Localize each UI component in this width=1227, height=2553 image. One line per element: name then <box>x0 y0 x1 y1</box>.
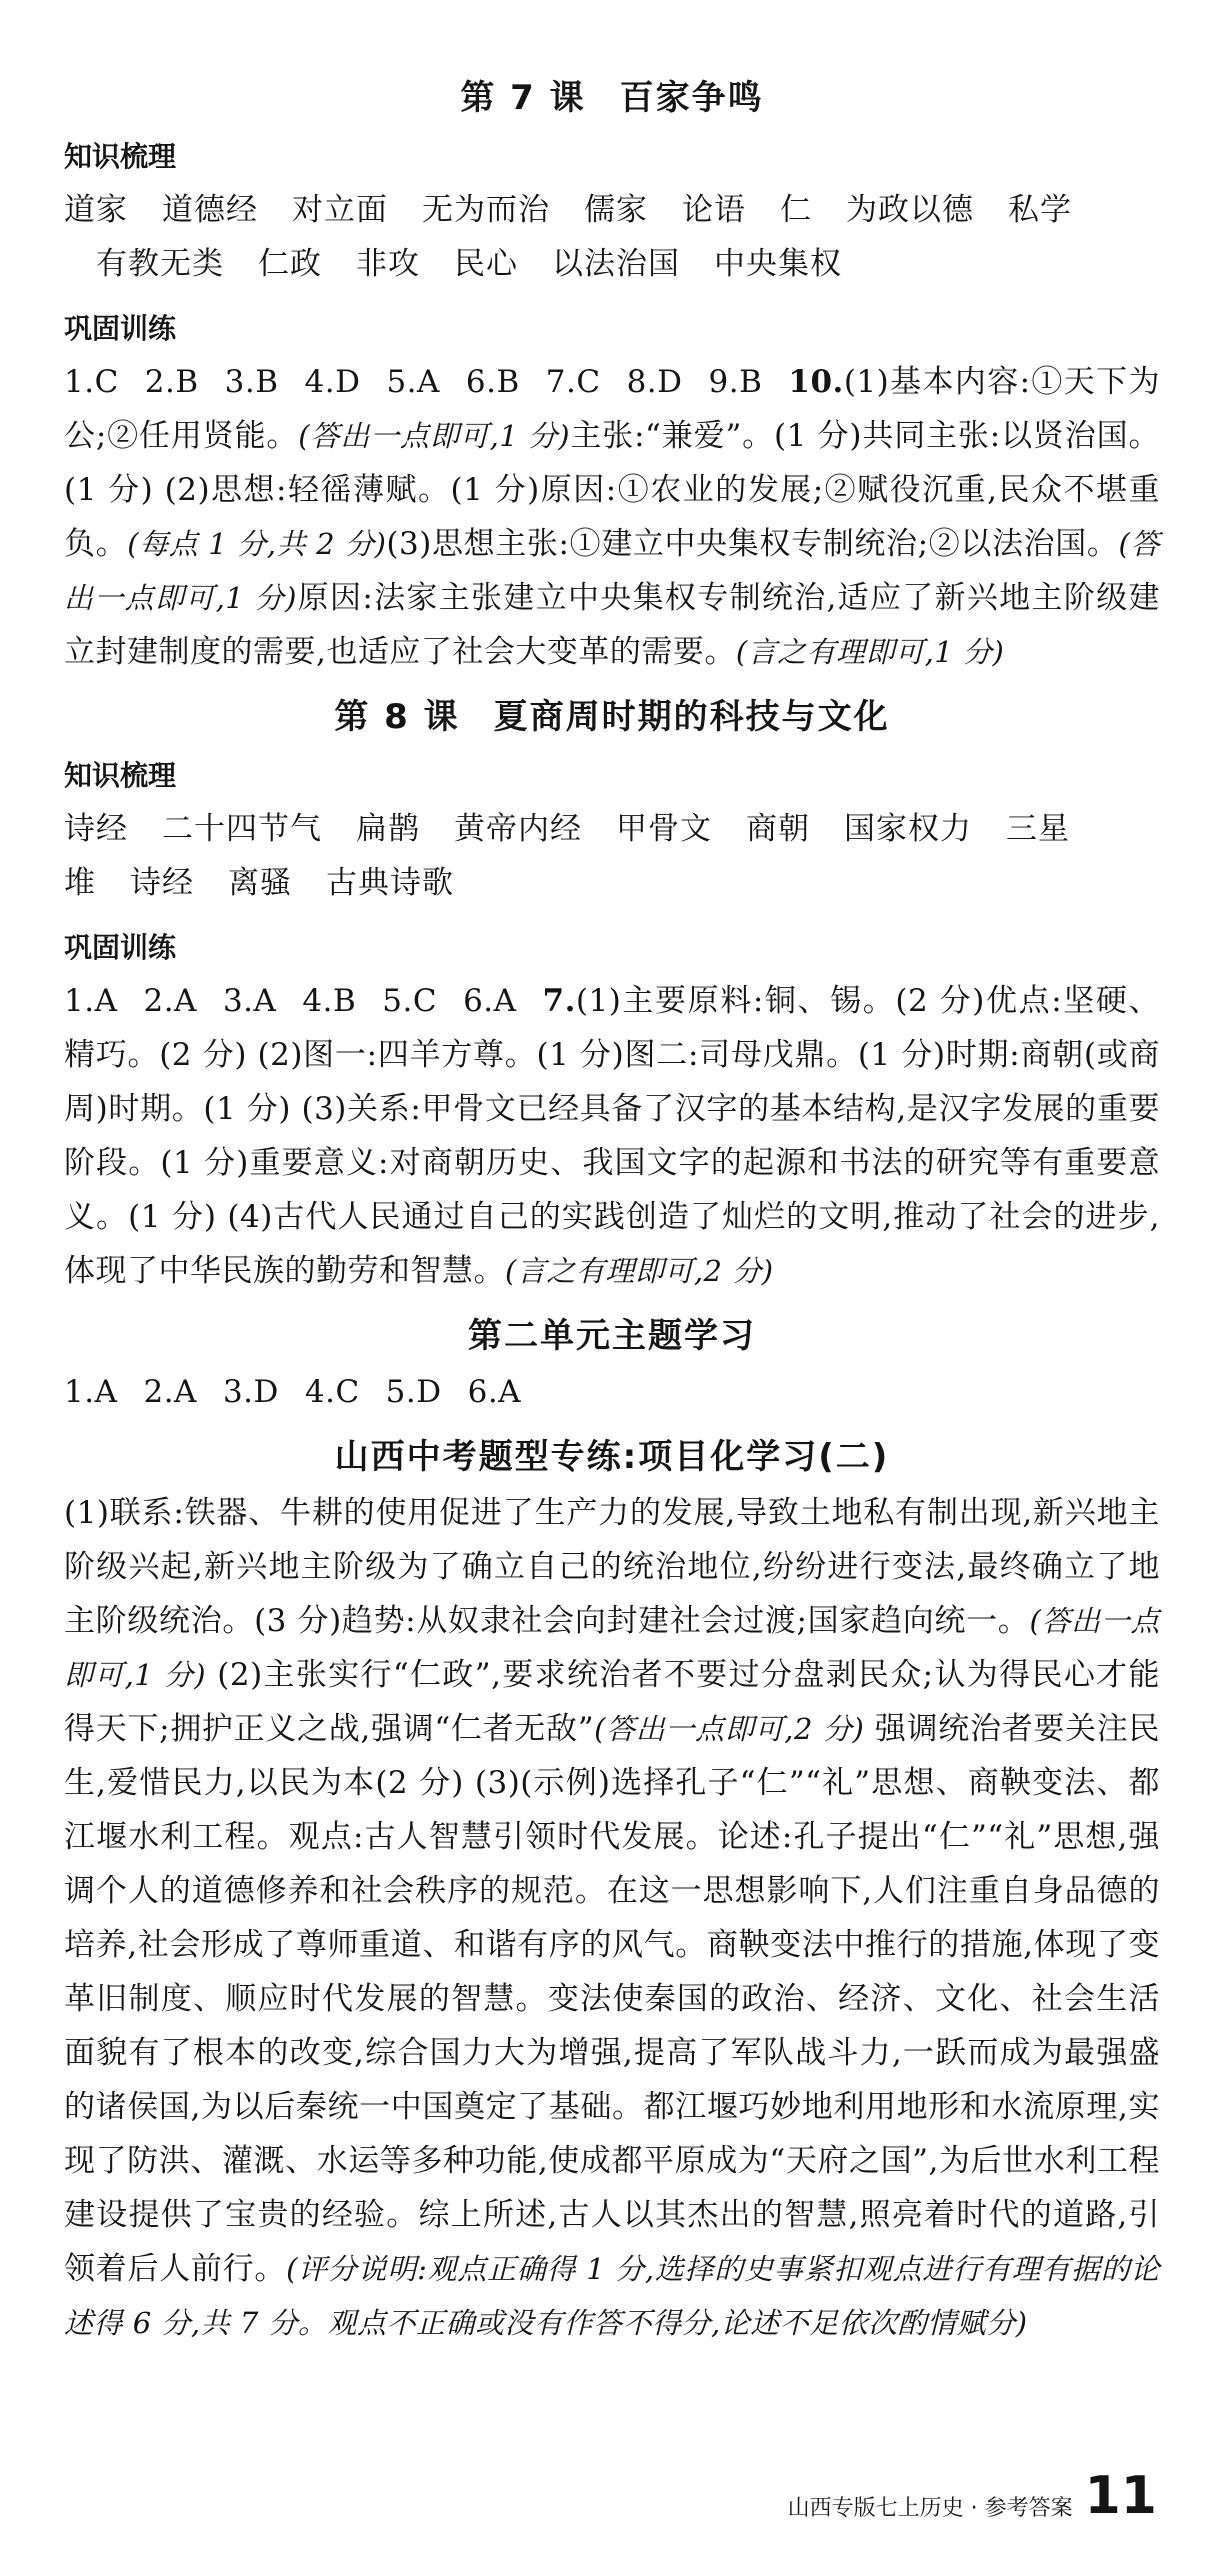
lesson7-practice-heading: 巩固训练 <box>64 312 177 345</box>
term: 诗经 <box>130 865 194 901</box>
term: 古典诗歌 <box>326 865 454 901</box>
term: 仁 <box>780 192 812 228</box>
mc-answer: 1.A <box>64 1374 118 1410</box>
term: 离骚 <box>228 865 292 901</box>
term: 中央集权 <box>714 246 842 282</box>
mc-answer: 1.C <box>64 364 119 400</box>
term: 国家权力 <box>844 811 972 847</box>
mc-answer: 3.B <box>224 364 279 400</box>
lesson8-terms <box>64 802 1160 910</box>
term: 民心 <box>454 246 518 282</box>
mc-answer: 2.B <box>144 364 199 400</box>
project-answers: (1)联系:铁器、牛耕的使用促进了生产力的发展,导致土地私有制出现,新兴地主阶级兴起,新兴地主阶级为了确立自己的统治地位,纷纷进行变法,最终确立了地主阶级统治。(3 分)趋势:从奴隶社会向封建社会过渡;国家趋向统一。(答出一点即可,1 分) (2)主张实行“仁政”,要求统治者不要过分盘剥民众;认为得民心才能得天下;拥护正义之战,强调“仁者无敌”(答出一点即可,2 分) 强调统治者要关注民生,爱惜民力,以民为本(2 分) (3)(示例)选择孔子“仁”“礼”思想、商鞅变法、都江堰水利工程。观点:古人智慧引领时代发展。论述:孔子提出“仁”“礼”思想,强调个人的道德修养和社会秩序的规范。在这一思想影响下,人们注重自身品德的培养,社会形成了尊师重道、和谐有序的风气。商鞅变法中推行的措施,体现了变革旧制度、顺应时代发展的智慧。变法使秦国的政治、经济、文化、社会生活面貌有了根本的改变,综合国力大为增强,提高了军队战斗力,一跃而成为最强盛的诸侯国,为以后秦统一中国奠定了基础。都江堰巧妙地利用地形和水流原理,实现了防洪、灌溉、水运等多种功能,使成都平原成为“天府之国”,为后世水利工程建设提供了宝贵的经验。综上所述,古人以其杰出的智慧,照亮着时代的道路,引领着后人前行。(评分说明:观点正确得 1 分,选择的史事紧扣观点进行有理有据的论述得 6 分,共 7 分。观点不正确或没有作答不得分,论述不足依次酌情赋分) <box>64 1495 1160 2340</box>
mc-answer: 5.D <box>385 1374 442 1410</box>
term: 二十四节气 <box>162 811 322 847</box>
project-title: 山西中考题型专练:项目化学习(二) <box>334 1437 890 1477</box>
term: 论语 <box>682 192 746 228</box>
mc-answer: 2.A <box>143 983 197 1019</box>
term: 为政以德 <box>846 192 974 228</box>
term: 商朝 <box>746 811 810 847</box>
lesson7-answers: 1.C 2.B 3.B 4.D 5.A 6.B 7.C 8.D 9.B 10.(1)基本内容:①天下为公;②任用贤能。(答出一点即可,1 分)主张:“兼爱”。(1 分)共同主张:以贤治国。(1 分) (2)思想:轻徭薄赋。(1 分)原因:①农业的发展;②赋役沉重,民众不堪重负。(每点 1 分,共 2 分)(3)思想主张:①建立中央集权专制统治;②以法治国。(答出一点即可,1 分)原因:法家主张建立中央集权专制统治,适应了新兴地主阶级建立封建制度的需要,也适应了社会大变革的需要。(言之有理即可,1 分) <box>64 364 1161 670</box>
term: 私学 <box>1008 192 1072 228</box>
unit2-answers <box>64 1365 1160 1419</box>
lesson7-title: 第 7 课 百家争鸣 <box>460 78 764 118</box>
mc-answer: 4.C <box>304 1374 360 1410</box>
answer-page <box>64 70 1160 2350</box>
term: 扁鹊 <box>356 811 420 847</box>
mc-answer: 3.A <box>222 983 277 1019</box>
mc-answer: 9.B <box>708 364 763 400</box>
term: 对立面 <box>292 192 388 228</box>
term: 以法治国 <box>552 246 680 282</box>
term: 儒家 <box>584 192 648 228</box>
mc-answer: 1.A <box>64 983 118 1019</box>
lesson7-knowledge-heading: 知识梳理 <box>64 140 177 173</box>
lesson8-practice-heading: 巩固训练 <box>64 931 177 964</box>
page-footer <box>787 2466 1157 2526</box>
term: 仁政 <box>258 246 322 282</box>
mc-answer: 6.B <box>465 364 520 400</box>
page-number: 11 <box>1084 2466 1157 2526</box>
lesson8-title: 第 8 课 夏商周时期的科技与文化 <box>334 697 890 737</box>
mc-answer: 5.C <box>382 983 438 1019</box>
lesson8-answers: 1.A 2.A 3.A 4.B 5.C 6.A 7.(1)主要原料:铜、锡。(2 分)优点:坚硬、精巧。(2 分) (2)图一:四羊方尊。(1 分)图二:司母戊鼎。(1 分)时期:商朝(或商周)时期。(1 分) (3)关系:甲骨文已经具备了汉字的基本结构,是汉字发展的重要阶段。(1 分)重要意义:对商朝历史、我国文字的起源和书法的研究等有重要意义。(1 分) (4)古代人民通过自己的实践创造了灿烂的文明,推动了社会的进步,体现了中华民族的勤劳和智慧。(言之有理即可,2 分) <box>64 983 1160 1289</box>
term: 黄帝内经 <box>454 811 582 847</box>
unit2-title: 第二单元主题学习 <box>468 1316 756 1356</box>
mc-answer: 6.A <box>463 983 517 1019</box>
term: 堆 <box>64 865 96 901</box>
mc-answer: 5.A <box>386 364 440 400</box>
term: 三星 <box>1006 811 1070 847</box>
lesson7-terms <box>64 183 1160 291</box>
mc-answer: 6.A <box>467 1374 522 1410</box>
mc-answer: 4.B <box>302 983 357 1019</box>
mc-answer: 8.D <box>626 364 683 400</box>
term: 甲骨文 <box>616 811 712 847</box>
term: 道家 <box>64 192 128 228</box>
lesson8-knowledge-heading: 知识梳理 <box>64 759 177 792</box>
term: 道德经 <box>162 192 258 228</box>
mc-answer: 3.D <box>222 1374 279 1410</box>
footer-label: 山西专版七上历史 · 参考答案 <box>787 2496 1073 2521</box>
term: 有教无类 <box>96 246 224 282</box>
mc-answer: 4.D <box>304 364 361 400</box>
term: 诗经 <box>64 811 128 847</box>
mc-answer: 7.C <box>545 364 601 400</box>
term: 无为而治 <box>422 192 550 228</box>
term: 非攻 <box>356 246 420 282</box>
mc-answer: 2.A <box>143 1374 197 1410</box>
